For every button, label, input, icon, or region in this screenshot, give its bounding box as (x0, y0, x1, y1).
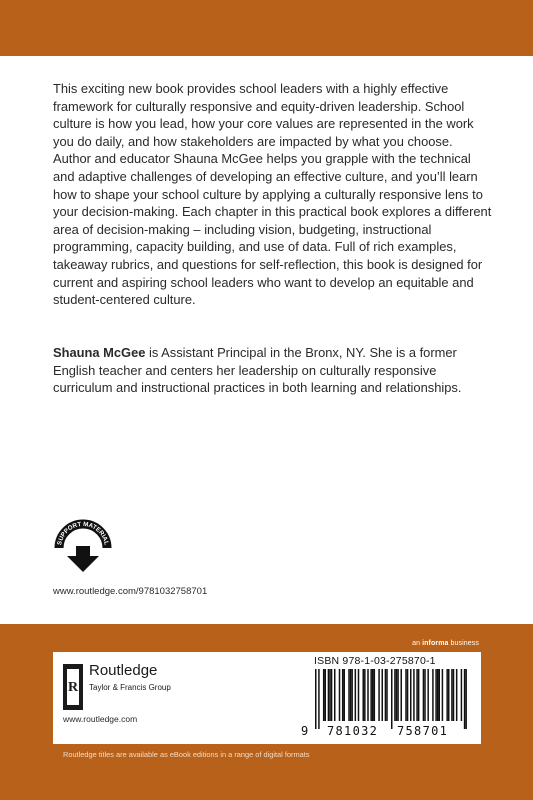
ebook-footnote: Routledge titles are available as eBook editions in a range of digital formats (63, 750, 310, 759)
ean-right-digits: 758701 (397, 724, 449, 738)
top-color-band (0, 0, 533, 56)
author-name: Shauna McGee (53, 345, 146, 360)
author-bio (53, 344, 493, 397)
support-material-url[interactable]: www.routledge.com/9781032758701 (53, 586, 208, 597)
publisher-panel (53, 652, 481, 744)
book-description: This exciting new book provides school leaders with a highly effective framework for culturally responsive and equity-driven leadership. School culture is how you lead, how your core values are represented in the work you do daily, and how stakeholders are impacted by what you choose. Author and educator Shauna McGee helps you grapple with the technical and adaptive challenges of developing an effective culture, and you’ll learn how to shape your school culture by applying a culturally responsive lens to your decision-making. Each chapter in this practical book explores a different area of decision-making – including vision, budgeting, instructional programming, capacity building, and use of data. Full of rich examples, takeaway rubrics, and questions for self-reflection, this book is designed for current and aspiring school leaders who want to develop an equitable and student-centered culture. (53, 81, 492, 308)
ean-left-digits: 781032 (327, 724, 379, 738)
publisher-name: Routledge (89, 662, 158, 679)
informa-business-label: an informa business (412, 640, 479, 647)
routledge-logo-icon (63, 664, 83, 710)
support-material-icon (53, 518, 113, 578)
barcode-area (299, 652, 481, 744)
support-badge-text: SUPPORT MATERIAL (56, 520, 110, 546)
publisher-url[interactable]: www.routledge.com (63, 714, 138, 724)
author-bio-text: is Assistant Principal in the Bronx, NY. She is a former English teacher and centers her leadership on culturally responsive curriculum and instructional practices in both learning and relationships. (53, 345, 462, 396)
barcode-icon (315, 669, 467, 729)
ean-first-digit: 9 (301, 724, 309, 738)
isbn-label: ISBN 978-1-03-275870-1 (314, 655, 436, 667)
logo-letter: R (67, 680, 79, 695)
publisher-group: Taylor & Francis Group (89, 683, 171, 692)
